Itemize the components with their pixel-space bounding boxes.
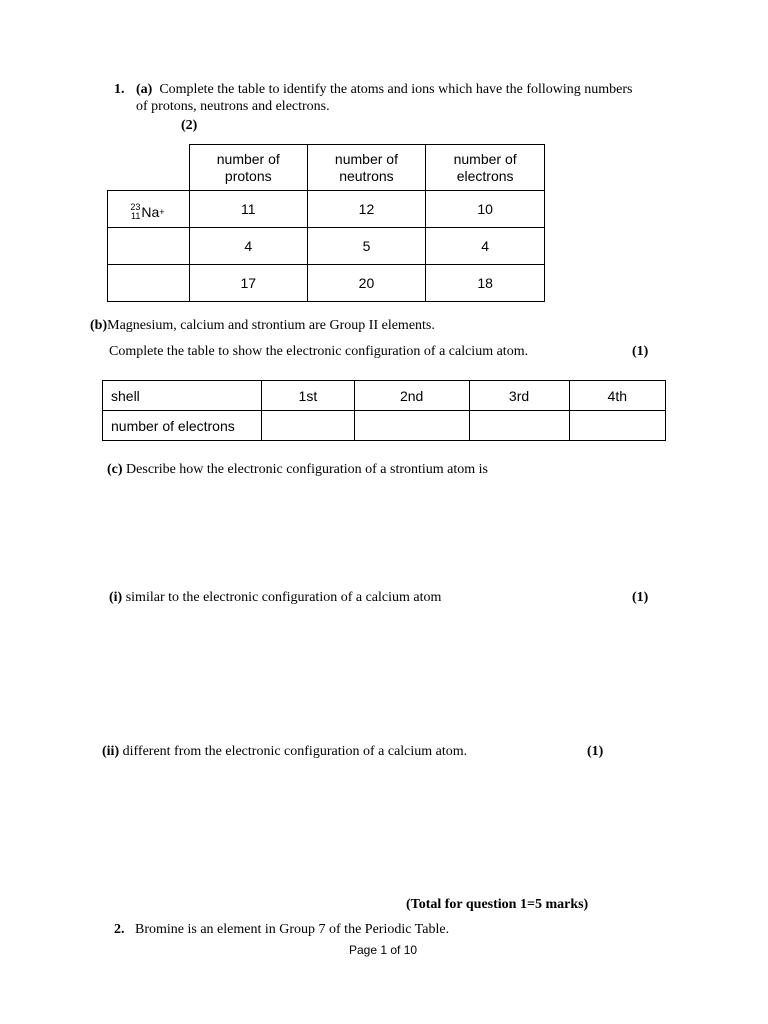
cell-neutrons: 20 xyxy=(307,265,426,302)
table-row xyxy=(108,228,545,265)
q1a-line1 xyxy=(136,81,633,98)
q2-number: 2. xyxy=(114,922,125,937)
answer-cell-2nd[interactable] xyxy=(354,411,469,441)
element-symbol: Na xyxy=(141,203,160,220)
q1b-marks: (1) xyxy=(632,344,649,359)
q1cii-marks: (1) xyxy=(587,744,604,759)
q1a-text-line1: Complete the table to identify the atoms and ions which have the following numbers xyxy=(159,82,633,97)
q1b-instruction: Complete the table to show the electronic configuration of a calcium atom. xyxy=(109,344,529,359)
particles-table-header-row xyxy=(108,145,545,191)
mass-number: 23 xyxy=(130,202,141,212)
q1cii-line xyxy=(102,743,467,760)
q1ci-label: (i) xyxy=(109,590,123,605)
header-electrons: number of electrons xyxy=(426,145,545,191)
shell-2nd: 2nd xyxy=(354,381,469,411)
table-row xyxy=(108,265,545,302)
answer-cell-4th[interactable] xyxy=(569,411,665,441)
cell-neutrons: 12 xyxy=(307,191,426,228)
q1c-label: (c) xyxy=(107,462,123,477)
particles-table xyxy=(107,144,545,302)
q1c-text: Describe how the electronic configuration of a strontium atom is xyxy=(126,462,488,477)
shell-4th: 4th xyxy=(569,381,665,411)
q1b-text: Magnesium, calcium and strontium are Group II elements. xyxy=(107,318,435,333)
answer-cell-3rd[interactable] xyxy=(469,411,569,441)
q1-total: (Total for question 1=5 marks) xyxy=(406,897,589,912)
cell-electrons: 10 xyxy=(426,191,545,228)
sodium-ion-label xyxy=(108,191,190,228)
electrons-row-label: number of electrons xyxy=(103,411,262,441)
cell-protons: 17 xyxy=(189,265,307,302)
cell-protons: 4 xyxy=(189,228,307,265)
table-row xyxy=(108,191,545,228)
q1b-line xyxy=(90,317,435,334)
shell-3rd: 3rd xyxy=(469,381,569,411)
answer-cell-1st[interactable] xyxy=(262,411,355,441)
table-corner xyxy=(108,145,190,191)
header-protons: number of protons xyxy=(189,145,307,191)
page-number: Page 1 of 10 xyxy=(349,943,418,957)
q1-number: 1. xyxy=(114,82,125,97)
answer-cell[interactable] xyxy=(108,265,190,302)
header-neutrons: number of neutrons xyxy=(307,145,426,191)
q1a-label: (a) xyxy=(136,82,153,97)
q1ci-text: similar to the electronic configuration of a calcium atom xyxy=(125,590,442,605)
cell-electrons: 4 xyxy=(426,228,545,265)
shell-1st: 1st xyxy=(262,381,355,411)
electron-config-table xyxy=(102,380,666,441)
shell-row-label: shell xyxy=(103,381,262,411)
q1c-line xyxy=(107,461,488,478)
q1b-label: (b) xyxy=(90,318,108,333)
ion-charge: + xyxy=(159,206,165,217)
cell-neutrons: 5 xyxy=(307,228,426,265)
q1ci-line xyxy=(109,589,441,606)
q1cii-label: (ii) xyxy=(102,744,120,759)
q1cii-text: different from the electronic configuration of a calcium atom. xyxy=(122,744,468,759)
table-row xyxy=(103,381,666,411)
table-row xyxy=(103,411,666,441)
q1ci-marks: (1) xyxy=(632,590,649,605)
cell-protons: 11 xyxy=(189,191,307,228)
q1a-text-line2: of protons, neutrons and electrons. xyxy=(136,99,330,114)
answer-cell[interactable] xyxy=(108,228,190,265)
q1a-marks: (2) xyxy=(181,118,198,133)
atomic-number: 11 xyxy=(131,211,141,221)
cell-electrons: 18 xyxy=(426,265,545,302)
q2-text: Bromine is an element in Group 7 of the Periodic Table. xyxy=(135,922,450,937)
